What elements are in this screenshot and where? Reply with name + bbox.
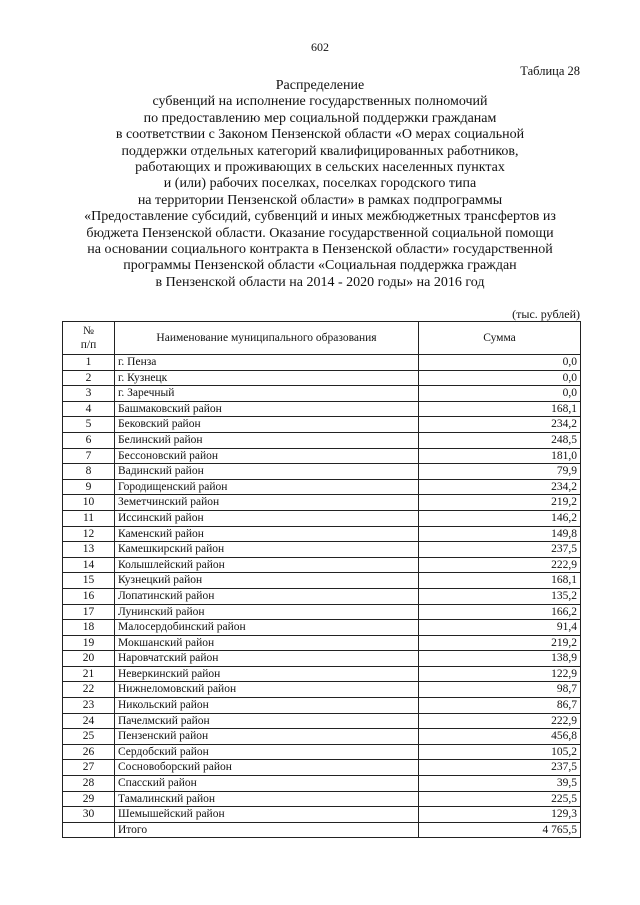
table-row bbox=[63, 386, 581, 402]
table-row bbox=[63, 791, 581, 807]
amount-value: 129,3 bbox=[419, 807, 581, 823]
table-row bbox=[63, 651, 581, 667]
column-header-name: Наименование муниципального образования bbox=[115, 322, 419, 355]
row-number: 23 bbox=[63, 698, 115, 714]
municipality-name: Кузнецкий район bbox=[115, 573, 419, 589]
page-number: 602 bbox=[311, 40, 329, 54]
table-body bbox=[63, 355, 581, 838]
amount-value: 146,2 bbox=[419, 510, 581, 526]
municipality-name: г. Заречный bbox=[115, 386, 419, 402]
table-header-row bbox=[63, 322, 581, 355]
municipality-name: Городищенский район bbox=[115, 479, 419, 495]
municipality-name: Шемышейский район bbox=[115, 807, 419, 823]
heading-line: программы Пензенской области «Социальная поддержка граждан bbox=[123, 258, 517, 274]
amount-value: 234,2 bbox=[419, 479, 581, 495]
municipality-name: Пачелмский район bbox=[115, 713, 419, 729]
municipality-name: Сосновоборский район bbox=[115, 760, 419, 776]
table-row bbox=[63, 620, 581, 636]
table-row bbox=[63, 604, 581, 620]
municipality-name: Белинский район bbox=[115, 432, 419, 448]
row-number: 17 bbox=[63, 604, 115, 620]
amount-value: 237,5 bbox=[419, 760, 581, 776]
amount-value: 456,8 bbox=[419, 729, 581, 745]
municipality-name: Никольский район bbox=[115, 698, 419, 714]
row-number: 14 bbox=[63, 557, 115, 573]
municipality-name: Мокшанский район bbox=[115, 635, 419, 651]
municipality-name: Иссинский район bbox=[115, 510, 419, 526]
row-number: 30 bbox=[63, 807, 115, 823]
table-row bbox=[63, 464, 581, 480]
column-header-number: № п/п bbox=[63, 322, 115, 355]
heading-line: на территории Пензенской области» в рамках подпрограммы bbox=[137, 192, 503, 208]
amount-value: 0,0 bbox=[419, 355, 581, 371]
row-number: 6 bbox=[63, 432, 115, 448]
table-label: Таблица 28 bbox=[520, 64, 580, 78]
row-number: 13 bbox=[63, 542, 115, 558]
municipality-name: Колышлейский район bbox=[115, 557, 419, 573]
row-number: 29 bbox=[63, 791, 115, 807]
row-number: 3 bbox=[63, 386, 115, 402]
amount-value: 181,0 bbox=[419, 448, 581, 464]
table-row bbox=[63, 432, 581, 448]
amount-value: 4 765,5 bbox=[419, 822, 581, 838]
table-row bbox=[63, 713, 581, 729]
row-number: 1 bbox=[63, 355, 115, 371]
row-number: 11 bbox=[63, 510, 115, 526]
municipality-name: Вадинский район bbox=[115, 464, 419, 480]
distribution-table bbox=[62, 321, 581, 838]
heading-line: «Предоставление субсидий, субвенций и иных межбюджетных трансфертов из bbox=[84, 209, 556, 225]
row-number: 18 bbox=[63, 620, 115, 636]
amount-value: 219,2 bbox=[419, 495, 581, 511]
amount-value: 79,9 bbox=[419, 464, 581, 480]
table-row bbox=[63, 729, 581, 745]
row-number: 22 bbox=[63, 682, 115, 698]
row-number: 28 bbox=[63, 776, 115, 792]
municipality-name: Спасский район bbox=[115, 776, 419, 792]
amount-value: 219,2 bbox=[419, 635, 581, 651]
amount-value: 122,9 bbox=[419, 666, 581, 682]
municipality-name: Лунинский район bbox=[115, 604, 419, 620]
heading-line: по предоставлению мер социальной поддержки гражданам bbox=[143, 110, 497, 126]
municipality-name: Камешкирский район bbox=[115, 542, 419, 558]
table-row bbox=[63, 417, 581, 433]
amount-value: 0,0 bbox=[419, 386, 581, 402]
table-row bbox=[63, 666, 581, 682]
heading-line: субвенций на исполнение государственных полномочий bbox=[152, 94, 488, 110]
table-row bbox=[63, 448, 581, 464]
row-number: 5 bbox=[63, 417, 115, 433]
row-number: 2 bbox=[63, 370, 115, 386]
total-row bbox=[63, 822, 581, 838]
municipality-name: Пензенский район bbox=[115, 729, 419, 745]
table-row bbox=[63, 510, 581, 526]
municipality-name: Неверкинский район bbox=[115, 666, 419, 682]
amount-value: 86,7 bbox=[419, 698, 581, 714]
amount-value: 237,5 bbox=[419, 542, 581, 558]
table-row bbox=[63, 807, 581, 823]
municipality-name: Башмаковский район bbox=[115, 401, 419, 417]
row-number: 8 bbox=[63, 464, 115, 480]
municipality-name: Лопатинский район bbox=[115, 588, 419, 604]
municipality-name: Тамалинский район bbox=[115, 791, 419, 807]
amount-value: 168,1 bbox=[419, 401, 581, 417]
heading-line: работающих и проживающих в сельских населенных пунктах bbox=[135, 160, 505, 176]
row-number: 20 bbox=[63, 651, 115, 667]
amount-value: 168,1 bbox=[419, 573, 581, 589]
row-number: 7 bbox=[63, 448, 115, 464]
row-number: 25 bbox=[63, 729, 115, 745]
municipality-name: Земетчинский район bbox=[115, 495, 419, 511]
amount-value: 166,2 bbox=[419, 604, 581, 620]
municipality-name: Каменский район bbox=[115, 526, 419, 542]
amount-value: 222,9 bbox=[419, 713, 581, 729]
table-row bbox=[63, 698, 581, 714]
units-note: (тыс. рублей) bbox=[512, 307, 580, 321]
row-number: 9 bbox=[63, 479, 115, 495]
row-number: 15 bbox=[63, 573, 115, 589]
amount-value: 138,9 bbox=[419, 651, 581, 667]
amount-value: 222,9 bbox=[419, 557, 581, 573]
heading-line: поддержки отдельных категорий квалифицированных работников, bbox=[121, 143, 519, 159]
amount-value: 234,2 bbox=[419, 417, 581, 433]
table-row bbox=[63, 495, 581, 511]
table-row bbox=[63, 479, 581, 495]
amount-value: 248,5 bbox=[419, 432, 581, 448]
table-row bbox=[63, 542, 581, 558]
municipality-name: Нижнеломовский район bbox=[115, 682, 419, 698]
row-number: 24 bbox=[63, 713, 115, 729]
amount-value: 105,2 bbox=[419, 744, 581, 760]
table-row bbox=[63, 355, 581, 371]
municipality-name: Малосердобинский район bbox=[115, 620, 419, 636]
heading-line: Распределение bbox=[275, 78, 365, 93]
document-heading bbox=[40, 78, 600, 291]
amount-value: 225,5 bbox=[419, 791, 581, 807]
row-number: 10 bbox=[63, 495, 115, 511]
table-row bbox=[63, 760, 581, 776]
table-row bbox=[63, 573, 581, 589]
row-number: 4 bbox=[63, 401, 115, 417]
amount-value: 91,4 bbox=[419, 620, 581, 636]
table-row bbox=[63, 635, 581, 651]
column-header-sum: Сумма bbox=[419, 322, 581, 355]
table-row bbox=[63, 588, 581, 604]
municipality-name: г. Кузнецк bbox=[115, 370, 419, 386]
heading-line: и (или) рабочих поселках, поселках городского типа bbox=[163, 176, 477, 192]
municipality-name: Наровчатский район bbox=[115, 651, 419, 667]
municipality-name: Сердобский район bbox=[115, 744, 419, 760]
amount-value: 135,2 bbox=[419, 588, 581, 604]
row-number: 27 bbox=[63, 760, 115, 776]
amount-value: 0,0 bbox=[419, 370, 581, 386]
row-number: 21 bbox=[63, 666, 115, 682]
row-number: 16 bbox=[63, 588, 115, 604]
table-row bbox=[63, 526, 581, 542]
row-number: 12 bbox=[63, 526, 115, 542]
heading-line: в соответствии с Законом Пензенской области «О мерах социальной bbox=[115, 127, 525, 143]
table-row bbox=[63, 370, 581, 386]
municipality-name: Бессоновский район bbox=[115, 448, 419, 464]
municipality-name: Итого bbox=[115, 822, 419, 838]
table-row bbox=[63, 401, 581, 417]
municipality-name: г. Пенза bbox=[115, 355, 419, 371]
amount-value: 39,5 bbox=[419, 776, 581, 792]
row-number bbox=[63, 822, 115, 838]
heading-line: на основании социального контракта в Пензенской области» государственной bbox=[87, 242, 553, 258]
table-row bbox=[63, 682, 581, 698]
amount-value: 149,8 bbox=[419, 526, 581, 542]
table-row bbox=[63, 744, 581, 760]
municipality-name: Бековский район bbox=[115, 417, 419, 433]
heading-line: в Пензенской области на 2014 - 2020 годы» на 2016 год bbox=[155, 274, 485, 290]
table-row bbox=[63, 776, 581, 792]
heading-line: бюджета Пензенской области. Оказание государственной социальной помощи bbox=[86, 225, 554, 241]
row-number: 19 bbox=[63, 635, 115, 651]
amount-value: 98,7 bbox=[419, 682, 581, 698]
row-number: 26 bbox=[63, 744, 115, 760]
table-row bbox=[63, 557, 581, 573]
